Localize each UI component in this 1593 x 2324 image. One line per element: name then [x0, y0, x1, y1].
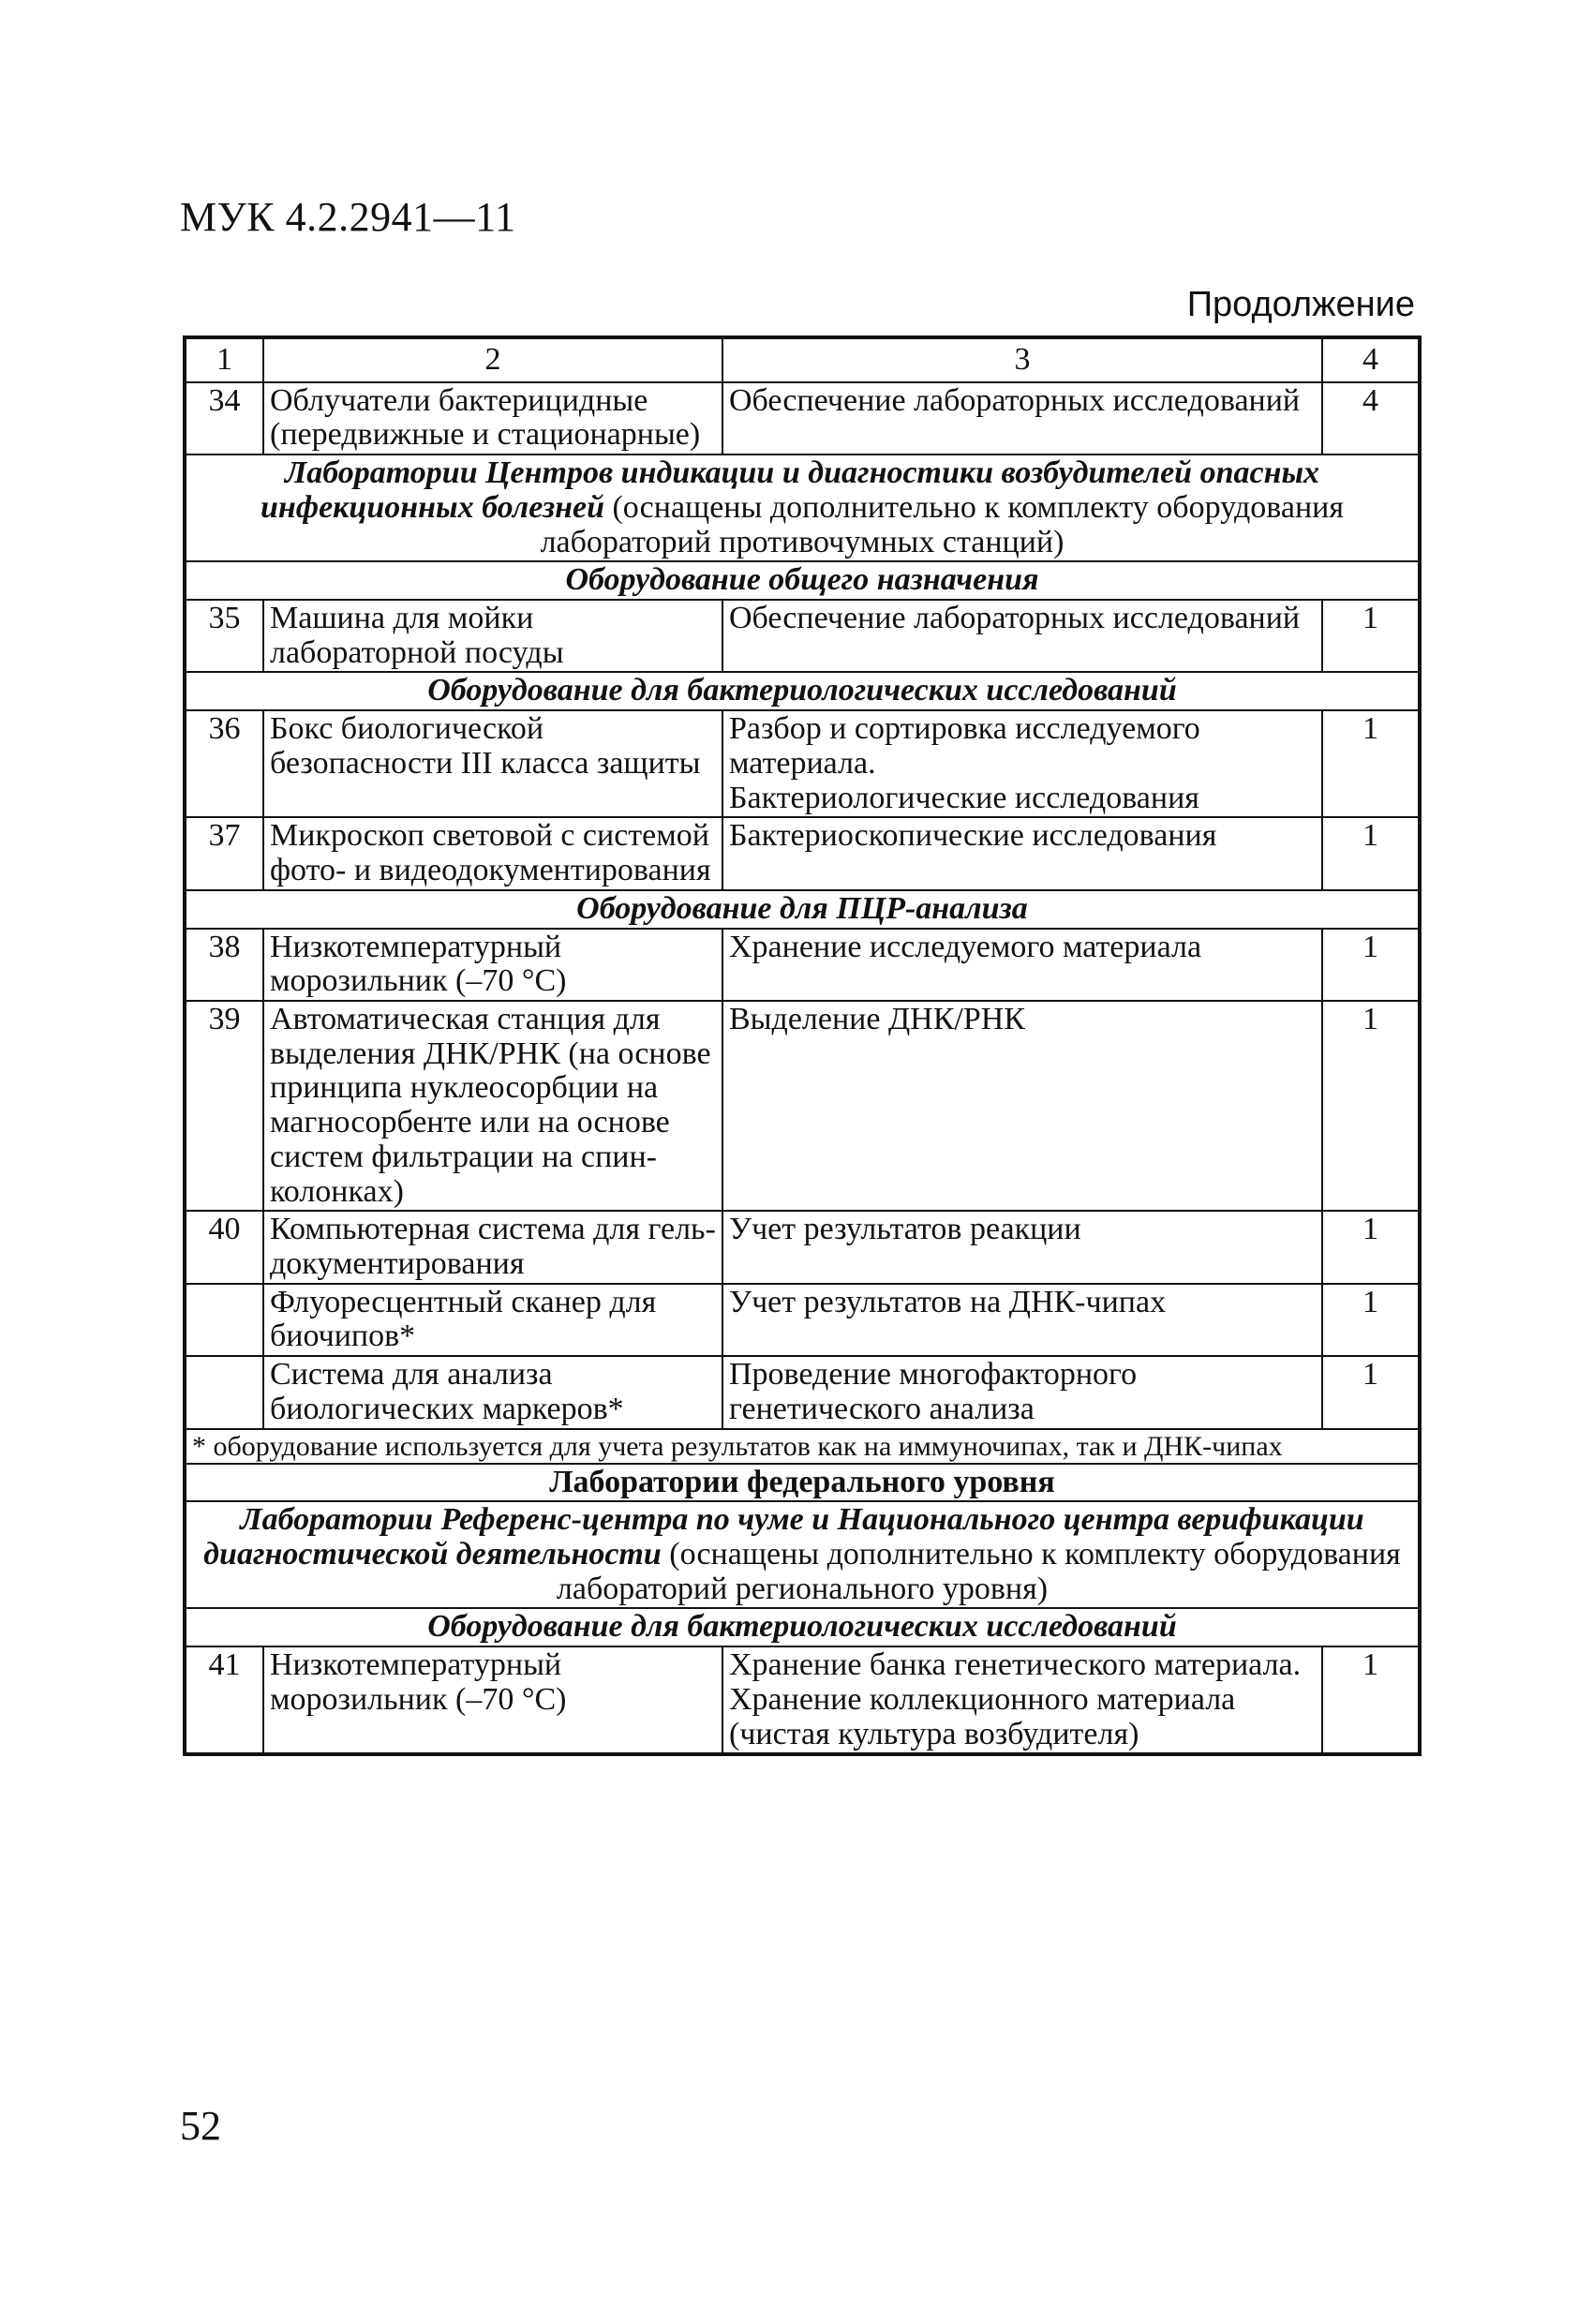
- section-heading: [185, 454, 1420, 561]
- equipment-name: Машина для мойки лабораторной посуды: [263, 600, 722, 672]
- section-note: (оснащены дополнительно к комплекту оборудования лабораторий регионального уровня): [556, 1537, 1401, 1606]
- row-number: 38: [185, 929, 263, 1001]
- row-number: 36: [185, 710, 263, 817]
- equipment-name: Низкотемпературный морозильник (–70 °С): [263, 1646, 722, 1754]
- section-row: [185, 454, 1420, 561]
- table-row: [185, 382, 1420, 454]
- document-code: МУК 4.2.2941—11: [180, 194, 516, 240]
- level-heading: Лаборатории федерального уровня: [185, 1464, 1420, 1502]
- equipment-quantity: 1: [1322, 1211, 1420, 1283]
- equipment-purpose: Хранение исследуемого материала: [722, 929, 1322, 1001]
- equipment-purpose: Бактериоскопические исследования: [722, 817, 1322, 889]
- equipment-quantity: 1: [1322, 600, 1420, 672]
- row-number: 39: [185, 1001, 263, 1211]
- continuation-label: Продолжение: [1186, 285, 1415, 324]
- table-row: [185, 929, 1420, 1001]
- page-number: 52: [180, 2103, 221, 2149]
- row-number: 40: [185, 1211, 263, 1283]
- row-number: 37: [185, 817, 263, 889]
- equipment-name: Бокс биологической безопасности III класса защиты: [263, 710, 722, 817]
- equipment-quantity: 1: [1322, 929, 1420, 1001]
- table-row: [185, 1001, 1420, 1211]
- section-title: Лаборатории Центров индикации и диагностики возбудителей опасных инфекционных болезней: [260, 455, 1320, 525]
- column-header: 4: [1322, 337, 1420, 382]
- column-header: 3: [722, 337, 1322, 382]
- table-row: [185, 1356, 1420, 1428]
- table-row: [185, 710, 1420, 817]
- section-note: (оснащены дополнительно к комплекту оборудования лабораторий противочумных станций): [540, 489, 1345, 559]
- row-number: [185, 1284, 263, 1356]
- row-number: 34: [185, 382, 263, 454]
- row-number: [185, 1356, 263, 1428]
- equipment-quantity: 1: [1322, 1284, 1420, 1356]
- subsection-heading: Оборудование общего назначения: [185, 561, 1420, 600]
- section-title: Лаборатории Референс-центра по чуме и Национального центра верификации диагностической деятельности: [203, 1502, 1364, 1572]
- equipment-name: Система для анализа биологических маркеров*: [263, 1356, 722, 1428]
- column-header: 1: [185, 337, 263, 382]
- table-row: [185, 1284, 1420, 1356]
- table-row: [185, 600, 1420, 672]
- equipment-purpose: Учет результатов реакции: [722, 1211, 1322, 1283]
- equipment-name: Флуоресцентный сканер для биочипов*: [263, 1284, 722, 1356]
- column-header: 2: [263, 337, 722, 382]
- footnote: * оборудование используется для учета результатов как на иммуночипах, так и ДНК-чипах: [185, 1429, 1420, 1464]
- purpose-line: Разбор и сортировка исследуемого материала.: [729, 711, 1200, 781]
- purpose-line: Бактериологические исследования: [729, 780, 1199, 815]
- subsection-heading: Оборудование для бактериологических исследований: [185, 1608, 1420, 1646]
- equipment-name: Облучатели бактерицидные (передвижные и стационарные): [263, 382, 722, 454]
- table-row: [185, 1211, 1420, 1283]
- subsection-row: [185, 1608, 1420, 1646]
- subsection-row: [185, 890, 1420, 929]
- equipment-quantity: 1: [1322, 1646, 1420, 1754]
- equipment-quantity: 1: [1322, 817, 1420, 889]
- section-heading: [185, 1501, 1420, 1608]
- equipment-purpose: [722, 710, 1322, 817]
- equipment-table: [183, 335, 1422, 1756]
- subsection-heading: Оборудование для бактериологических исследований: [185, 672, 1420, 710]
- equipment-name: Автоматическая станция для выделения ДНК/РНК (на основе принципа нуклеосорбции на магносорбенте или на основе систем фильтрации на спин-колонках): [263, 1001, 722, 1211]
- equipment-name: Компьютерная система для гель-документирования: [263, 1211, 722, 1283]
- equipment-name: Микроскоп световой с системой фото- и видеодокументирования: [263, 817, 722, 889]
- section-row: [185, 1501, 1420, 1608]
- footnote-row: [185, 1429, 1420, 1464]
- equipment-purpose: Обеспечение лабораторных исследований: [722, 600, 1322, 672]
- equipment-purpose: Учет результатов на ДНК-чипах: [722, 1284, 1322, 1356]
- equipment-purpose: Проведение многофакторного генетического анализа: [722, 1356, 1322, 1428]
- table-row: [185, 817, 1420, 889]
- equipment-purpose: Обеспечение лабораторных исследований: [722, 382, 1322, 454]
- table-row: [185, 1646, 1420, 1754]
- subsection-row: [185, 561, 1420, 600]
- purpose-line: Хранение коллекционного материала (чистая культура возбудителя): [729, 1681, 1236, 1751]
- row-number: 41: [185, 1646, 263, 1754]
- row-number: 35: [185, 600, 263, 672]
- equipment-quantity: 4: [1322, 382, 1420, 454]
- equipment-name: Низкотемпературный морозильник (–70 °С): [263, 929, 722, 1001]
- subsection-row: [185, 672, 1420, 710]
- equipment-quantity: 1: [1322, 710, 1420, 817]
- equipment-purpose: Выделение ДНК/РНК: [722, 1001, 1322, 1211]
- equipment-purpose: [722, 1646, 1322, 1754]
- level-row: [185, 1464, 1420, 1502]
- subsection-heading: Оборудование для ПЦР-анализа: [185, 890, 1420, 929]
- table-header-row: [185, 337, 1420, 382]
- equipment-quantity: 1: [1322, 1356, 1420, 1428]
- purpose-line: Хранение банка генетического материала.: [729, 1647, 1302, 1683]
- equipment-quantity: 1: [1322, 1001, 1420, 1211]
